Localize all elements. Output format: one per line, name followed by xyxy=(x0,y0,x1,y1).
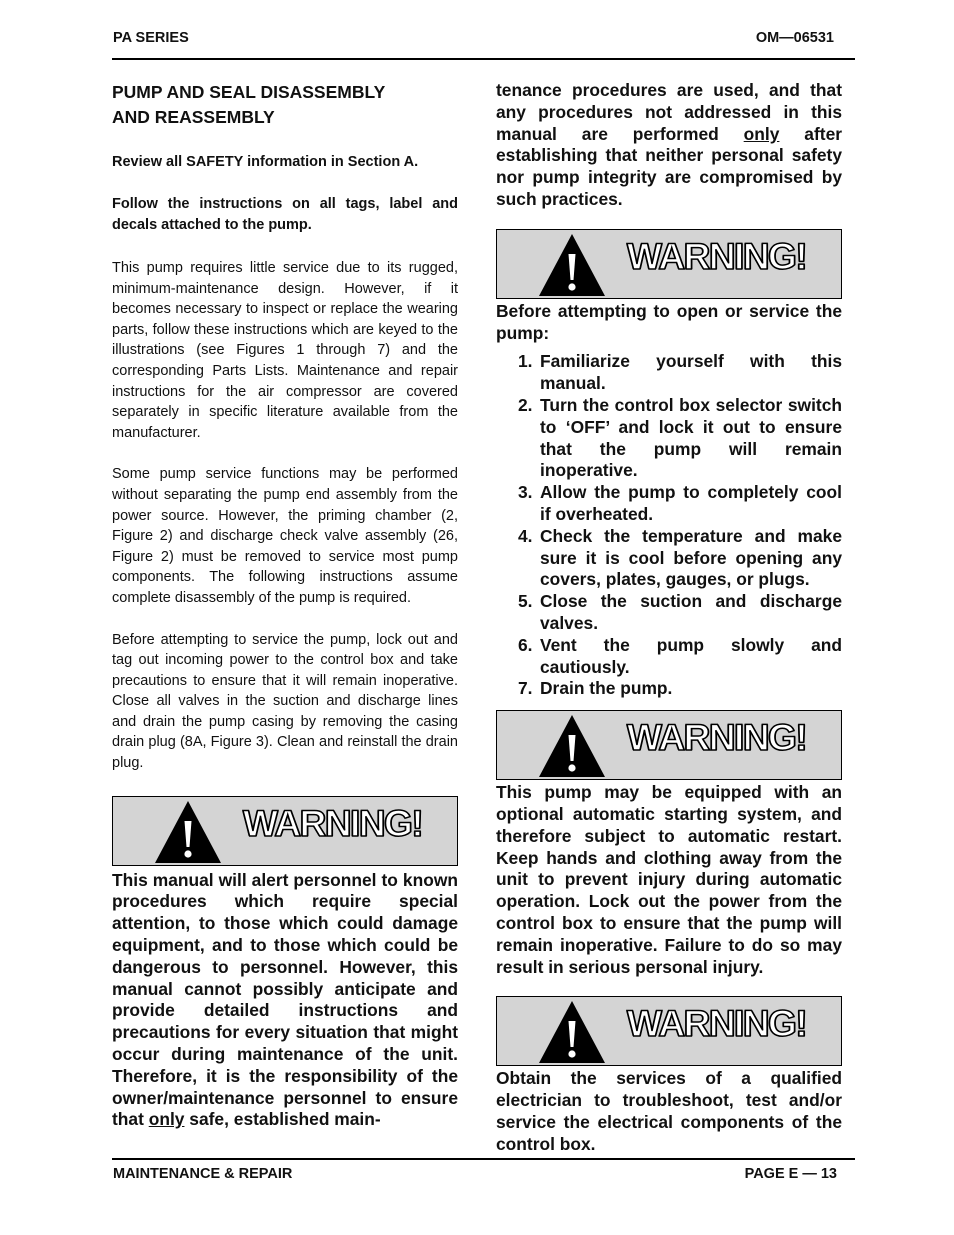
warning-label: WARNING! xyxy=(627,717,807,759)
footer-section: MAINTENANCE & REPAIR xyxy=(113,1166,293,1182)
header-doc-number: OM—06531 xyxy=(755,30,834,46)
warning-text-continued: tenance procedures are used, and that any procedures not addressed in this manual are performed only after establishing that neither personal safety nor pump integrity are compromised by such practices. xyxy=(496,80,843,209)
warning-triangle-icon xyxy=(537,999,607,1065)
list-item: 5. Close the suction and discharge valves. xyxy=(518,591,842,633)
header-series: PA SERIES xyxy=(113,30,189,46)
list-item: 1. Familiarize yourself with this manual. xyxy=(518,351,842,394)
warning-text-manual: This manual will alert personnel to known procedures which require special attention, to those which could damage equipment, and to those which could be dangerous to personnel. However, this manual cannot possibly anticipate and provide detailed instructions and precautions for every situation that might occur during maintenance of the unit. Therefore, it is the responsibility of the owner/maintenance personnel to ensure that only safe, established main- xyxy=(112,869,458,1130)
warning-box-service xyxy=(496,229,842,299)
service-steps-list xyxy=(496,351,842,700)
warning-text-electrical: Obtain the services of a qualified electrician to troubleshoot, test and/or service the electrical components of the control box. xyxy=(496,1068,842,1154)
follow-tags-note: Follow the instructions on all tags, label and decals attached to the pump. xyxy=(112,196,458,233)
paragraph-lockout: Before attempting to service the pump, lock out and tag out incoming power to the control box and take precautions to ensure that it will remain inoperative. Close all valves in the suction and discharge lines and drain the pump casing by removing the casing drain plug (8A, Figure 3). Clean and reinstall the drain plug. xyxy=(112,631,458,772)
paragraph-service-intro: This pump requires little service due to its rugged, minimum-maintenance design. However, if it becomes necessary to inspect or replace the wearing parts, follow these instructions which are keyed to the illustrations (see Figures 1 through 7) and the corresponding Parts Lists. Maintenance and repair instructions for the air compressor are covered separately in specific literature available from the manufacturer. xyxy=(112,260,458,441)
warning-box-manual xyxy=(112,796,458,866)
list-item: 7. Drain the pump. xyxy=(518,678,673,699)
section-title-line1: PUMP AND SEAL DISASSEMBLY xyxy=(112,82,386,102)
warning-triangle-icon xyxy=(537,232,607,298)
footer-rule xyxy=(112,1158,855,1160)
footer-page-number: PAGE E — 13 xyxy=(744,1166,837,1182)
warning-label: WARNING! xyxy=(627,1003,807,1045)
warning-box-electrical xyxy=(496,996,842,1066)
list-item: 3. Allow the pump to completely cool if overheated. xyxy=(518,482,842,524)
list-item: 6. Vent the pump slowly and cautiously. xyxy=(518,634,842,677)
warning-label: WARNING! xyxy=(243,802,423,844)
warning-box-auto-start xyxy=(496,710,842,780)
warning-text-auto-start: This pump may be equipped with an optional automatic starting system, and therefore subject to automatic restart. Keep hands and clothing away from the unit to prevent injury during automatic operation. Lock out the power from the control box to ensure that the pump will remain inoperative. Failure to do so may result in serious personal injury. xyxy=(496,782,842,977)
right-column xyxy=(496,80,842,1155)
header-rule xyxy=(112,58,855,60)
list-item: 2. Turn the control box selector switch to ‘OFF’ and lock it out to ensure that the pump will remain inoperative. xyxy=(518,394,842,481)
warning-label: WARNING! xyxy=(627,235,807,277)
list-item: 4. Check the temperature and make sure it is cool before opening any covers, plates, gauges, or plugs. xyxy=(518,525,842,590)
review-safety-note: Review all SAFETY information in Section A. xyxy=(112,154,419,170)
left-column xyxy=(112,80,458,1131)
before-service-intro: Before attempting to open or service the pump: xyxy=(496,300,842,343)
warning-triangle-icon xyxy=(153,799,223,865)
section-title-line2: AND REASSEMBLY xyxy=(112,107,275,127)
paragraph-service-functions: Some pump service functions may be performed without separating the pump end assembly from the power source. However, the priming chamber (2, Figure 2) and discharge check valve assembly (26, Figure 2) must be removed to service most pump components. The following instructions assume complete disassembly of the pump is required. xyxy=(112,466,458,606)
warning-triangle-icon xyxy=(537,713,607,779)
